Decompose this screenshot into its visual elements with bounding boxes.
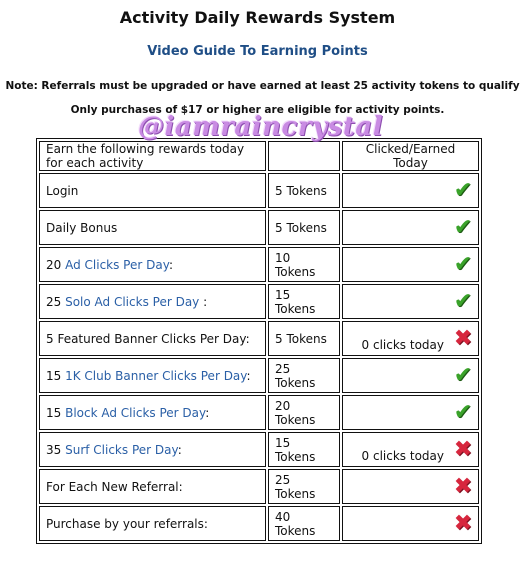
table-row [39,506,479,541]
cross-icon: ✖ [453,325,473,351]
clicks-today-text: 0 clicks today [361,448,444,463]
table-row [39,469,479,504]
activity-suffix: : [168,257,173,272]
activity-link[interactable]: Surf Clicks Per Day [65,442,178,457]
activity-cell [39,395,266,430]
tokens-cell: 5 Tokens [268,321,340,356]
status-cell [342,469,479,504]
check-icon: ✔ [453,214,473,240]
activity-count: 15 [46,405,66,420]
table-row [39,173,479,208]
table-row [39,358,479,393]
status-cell [342,506,479,541]
activity-cell [39,432,266,467]
table-row [39,321,479,356]
status-column-header: Clicked/Earned Today [342,141,479,171]
cross-icon: ✖ [453,473,473,499]
tokens-cell: 10 Tokens [268,247,340,282]
activity-cell [39,173,266,208]
activity-link[interactable]: 1K Club Banner Clicks Per Day [65,368,247,383]
activity-cell [39,284,266,319]
activity-cell [39,247,266,282]
status-cell [342,358,479,393]
activity-column-header: Earn the following rewards today for each activity [39,141,266,171]
activity-cell [39,469,266,504]
activity-label: Login [46,183,79,198]
status-cell [342,321,479,356]
status-cell [342,395,479,430]
activity-count: 25 [46,294,66,309]
activity-cell [39,506,266,541]
activity-link[interactable]: Solo Ad Clicks Per Day [65,294,200,309]
status-cell [342,210,479,245]
activity-count: 20 [46,257,66,272]
tokens-cell: 5 Tokens [268,173,340,208]
clicks-today-text: 0 clicks today [361,337,444,352]
status-cell [342,432,479,467]
activity-cell [39,210,266,245]
table-row [39,210,479,245]
activity-link[interactable]: Ad Clicks Per Day [65,257,169,272]
tokens-cell: 25 Tokens [268,469,340,504]
status-cell [342,247,479,282]
activity-count: 35 [46,442,66,457]
activity-link[interactable]: Block Ad Clicks Per Day [65,405,206,420]
tokens-cell: 20 Tokens [268,395,340,430]
activity-label: For Each New Referral: [46,479,183,494]
check-icon: ✔ [453,362,473,388]
tokens-column-header [268,141,340,171]
tokens-cell: 15 Tokens [268,432,340,467]
check-icon: ✔ [453,288,473,314]
table-row [39,395,479,430]
activity-cell [39,358,266,393]
status-cell [342,173,479,208]
activity-cell [39,321,266,356]
table-row [39,284,479,319]
status-cell [342,284,479,319]
activity-suffix: : [205,405,210,420]
table-row [39,432,479,467]
page-title: Activity Daily Rewards System [119,8,396,27]
activity-label: Daily Bonus [46,220,118,235]
video-guide-link[interactable]: Video Guide To Earning Points [147,44,368,59]
watermark: @iamraincrystal [138,112,384,142]
tokens-cell: 15 Tokens [268,284,340,319]
purchase-note: Only purchases of $17 or higher are eligible for activity points. [70,104,445,116]
table-header-row [39,141,479,171]
tokens-cell: 25 Tokens [268,358,340,393]
check-icon: ✔ [453,251,473,277]
check-icon: ✔ [453,177,473,203]
cross-icon: ✖ [453,510,473,536]
tokens-cell: 40 Tokens [268,506,340,541]
tokens-cell: 5 Tokens [268,210,340,245]
activity-label: 5 Featured Banner Clicks Per Day: [46,331,250,346]
rewards-table [36,138,482,544]
activity-suffix: : [177,442,182,457]
activity-count: 15 [46,368,66,383]
activity-label: Purchase by your referrals: [46,516,208,531]
table-row [39,247,479,282]
referral-note: Note: Referrals must be upgraded or have earned at least 25 activity tokens to qualify [5,80,520,92]
check-icon: ✔ [453,399,473,425]
activity-suffix: : [199,294,208,309]
activity-suffix: : [246,368,251,383]
cross-icon: ✖ [453,436,473,462]
